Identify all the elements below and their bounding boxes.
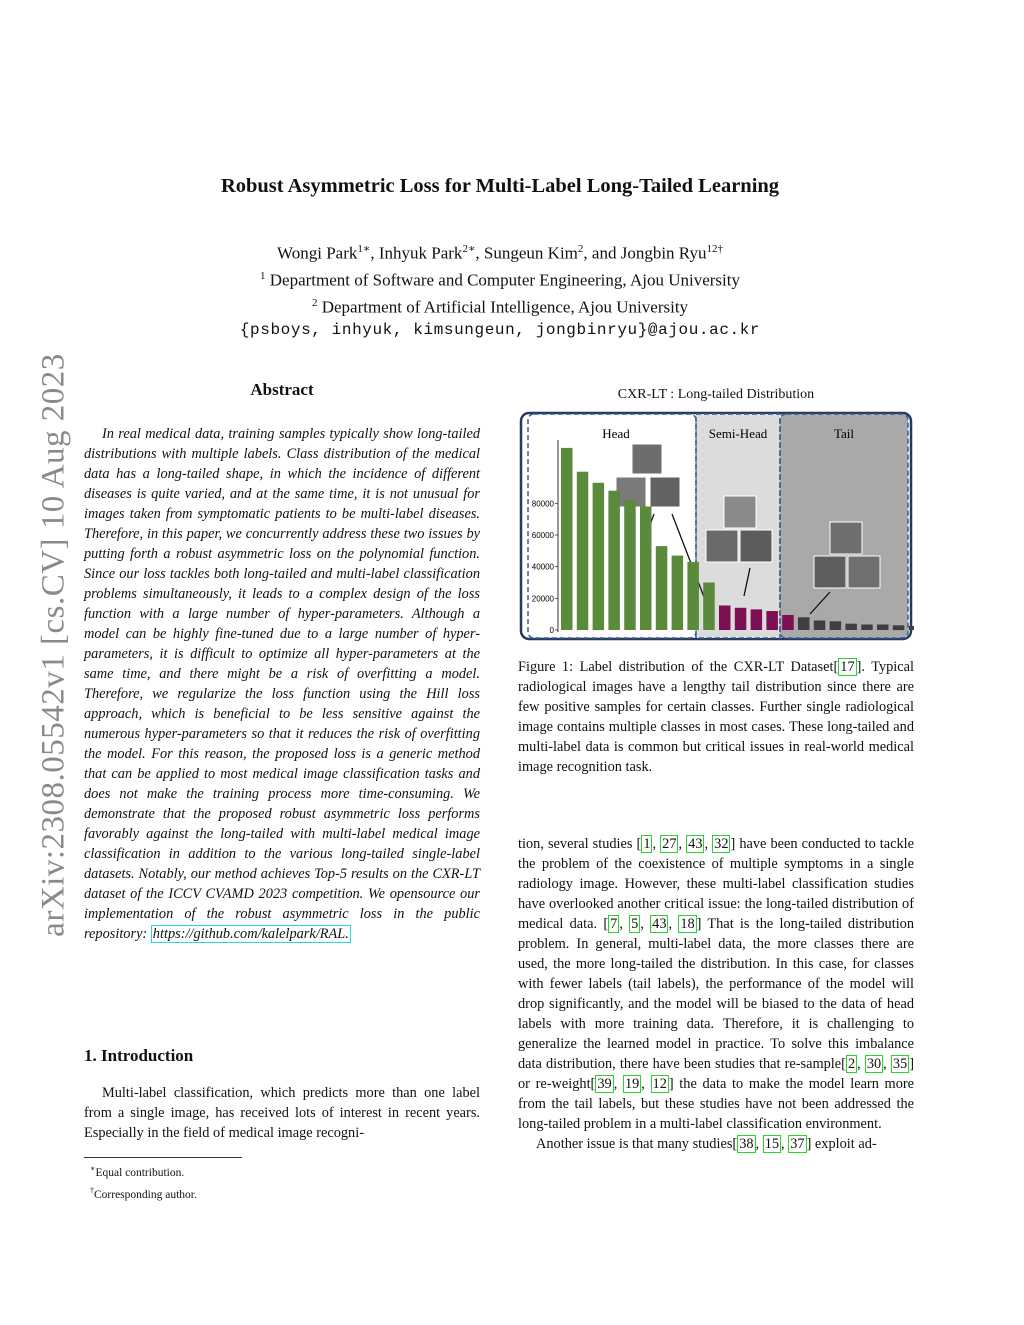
citation-link[interactable]: 27 xyxy=(662,836,677,852)
paragraph-text: , xyxy=(781,1136,789,1152)
citation-link[interactable]: 12 xyxy=(652,1076,667,1092)
paragraph-text: ] That is the long-tailed distribution problem. In general, multi-label data, the more classes there are used, the more long-tailed the distribution. In this case, for classes with fewer labels (tail labels), the performance of the model will drop significantly, and the model will be biased to the data of head labels with more training data. Therefore, it is challenging to generalize the learned model in practice. To solve this imbalance data distribution, there have been studies that re-sample[ xyxy=(518,916,915,1072)
body-paragraph xyxy=(518,1134,914,1154)
citation-link[interactable]: 39 xyxy=(597,1076,612,1092)
bar-tail-6 xyxy=(877,625,889,631)
author-emails: {psboys, inhyuk, kimsungeun, jongbinryu}@ajou.ac.kr xyxy=(239,321,761,340)
citation-link[interactable]: 18 xyxy=(680,916,695,932)
region-label-semi-head: Semi-Head xyxy=(708,426,768,441)
paragraph-text: , xyxy=(640,916,651,932)
footnote-equal-contribution xyxy=(90,1160,197,1182)
bar-tail-2 xyxy=(814,621,826,631)
introduction-paragraph: Multi-label classification, which predicts more than one label from a single image, has received lots of interest in recent years. Especially in the field of medical image recogni- xyxy=(84,1085,480,1141)
paper-title: Robust Asymmetric Loss for Multi-Label Long-Tailed Learning xyxy=(220,175,780,197)
region-label-tail: Tail xyxy=(833,426,855,441)
footnote-mark: † xyxy=(90,1185,94,1195)
bar-semi-head-4 xyxy=(766,611,778,630)
affiliation-text: Department of Artificial Intelligence, Ajou University xyxy=(317,297,689,317)
bar-tail-1 xyxy=(798,617,810,630)
paragraph-text: , xyxy=(883,1056,891,1072)
bar-head-5 xyxy=(624,500,636,630)
footnote-divider xyxy=(84,1157,242,1158)
author-name: Jongbin Ryu xyxy=(620,243,707,263)
citation-link[interactable]: 2 xyxy=(847,1056,856,1072)
bar-head-8 xyxy=(672,556,684,630)
bar-head-1 xyxy=(561,448,573,630)
footnote-text: Equal contribution. xyxy=(95,1166,185,1179)
paragraph-text: ] exploit ad- xyxy=(806,1136,877,1152)
bar-semi-head-3 xyxy=(751,609,763,630)
bar-head-4 xyxy=(608,491,620,630)
y-tick-label: 80000 xyxy=(531,499,554,509)
xray-thumbnail xyxy=(740,530,772,562)
paragraph-text: Another issue is that many studies[ xyxy=(536,1136,738,1152)
author-name: Sungeun Kim xyxy=(483,243,578,263)
footnote-mark: ∗ xyxy=(90,1164,96,1173)
author-name: Inhyuk Park xyxy=(378,243,463,263)
figure-caption xyxy=(518,657,914,777)
repository-link[interactable]: https://github.com/kalelpark/RAL. xyxy=(152,926,349,942)
paragraph-text: , xyxy=(641,1076,651,1092)
paragraph-text: tion, several studies [ xyxy=(518,836,642,852)
xray-thumbnail xyxy=(848,556,880,588)
arxiv-identifier: arXiv:2308.05542v1 [cs.CV] 10 Aug 2023 xyxy=(35,353,72,937)
bar-semi-head-5 xyxy=(782,615,794,630)
bar-head-10 xyxy=(703,583,715,631)
paragraph-text: , xyxy=(755,1136,763,1152)
author-mark: 1∗ xyxy=(357,243,371,255)
xray-thumbnail xyxy=(830,522,862,554)
affiliation-2 xyxy=(0,292,1000,319)
citation-link[interactable]: 5 xyxy=(631,916,639,932)
bar-tail-8 xyxy=(909,626,914,630)
citation-link[interactable]: 37 xyxy=(790,1136,805,1152)
paragraph-text: , xyxy=(857,1056,865,1072)
affiliation-mark: 2 xyxy=(311,297,318,310)
author-name: Wongi Park xyxy=(277,243,358,263)
paragraph-text: ] have been conducted to tackle the problem of the coexistence of multiple symptoms in a single radiology image. However, these multi-label classification studies have overlooked another critical issue: the long-tailed distribution of medical data. [ xyxy=(518,836,915,932)
y-tick-label: 0 xyxy=(549,626,554,635)
xray-thumbnail xyxy=(632,444,662,474)
section-heading-introduction: 1. Introduction xyxy=(84,1046,194,1065)
citation-link[interactable]: 43 xyxy=(688,836,703,852)
paragraph-text: ] or re-weight[ xyxy=(518,1056,914,1092)
caption-text: ]. Typical radiological images have a lengthy tail distribution since there are few positive samples for certain classes. Further single radiological image contains multiple classes in most cases. These long-tailed and multi-label data is common but critical issues in real-world medical image recognition task. xyxy=(518,659,915,775)
footnote-corresponding-author xyxy=(90,1182,197,1204)
affiliation-1 xyxy=(0,265,1000,292)
bar-head-2 xyxy=(577,472,589,630)
xray-thumbnail xyxy=(650,477,680,507)
author-block xyxy=(0,238,1000,342)
paragraph-text: ] the data to make the model learn more from the tail labels, but these studies have not been addressed the long-tailed problem in a multi-label classification environment. xyxy=(518,1076,915,1132)
citation-link[interactable]: 38 xyxy=(739,1136,754,1152)
region-label-head: Head xyxy=(602,426,630,441)
author-separator: , xyxy=(370,243,379,263)
citation-link[interactable]: 30 xyxy=(866,1056,882,1072)
paragraph-text: , xyxy=(613,1076,623,1092)
bar-semi-head-1 xyxy=(719,606,731,631)
abstract-body xyxy=(84,424,480,944)
citation-link[interactable]: 17 xyxy=(840,659,855,675)
citation-link[interactable]: 15 xyxy=(764,1136,780,1152)
y-tick-label: 40000 xyxy=(531,562,554,572)
abstract-text: In real medical data, training samples typically show long-tailed distributions with multiple labels. Class distribution of the medical data has a long-tailed shape, in which the incidence of different diseases is quite varied, and at the same time, it is not unusual for images taken from symptomatic patients to be multi-label diseases. Therefore, in this paper, we concurrently address these two issues by putting forth a robust asymmetric loss on the polynomial function. Since our loss tackles both long-tailed and multi-label classification problems simultaneously, it leads to a complex design of the loss function with a large number of hyper-parameters. Although a model can be highly fine-tuned due to a large number of hyper-parameters, it is difficult to optimize all hyper-parameters at the same time, and there might be a risk of overfitting a model. Therefore, we regularize the loss function using the Hill loss approach, which is beneficial to be less sensitive against the numerous hyper-parameters so that it reduces the risk of overfitting the model. For this reason, the proposed loss is a generic method that can be applied to most medical image classification tasks and does not make the training process more time-consuming. We demonstrate that the proposed robust asymmetric loss performs favorably against the long-tailed with multi-label medical image classification in addition to the various long-tailed single-label datasets. Notably, our method achieves Top-5 results on the CXR-LT dataset of the ICCV CVAMD 2023 competition. We opensource our implementation of the robust asymmetric loss in the public repository: xyxy=(84,426,480,942)
author-names xyxy=(0,238,1000,265)
author-separator: , and xyxy=(583,243,621,263)
bar-tail-4 xyxy=(845,624,857,630)
bar-tail-5 xyxy=(861,625,873,631)
author-separator: , xyxy=(475,243,484,263)
bar-tail-3 xyxy=(830,621,842,630)
author-mark: 2∗ xyxy=(462,243,476,255)
author-mark: 2 xyxy=(577,243,584,255)
y-tick-label: 60000 xyxy=(531,531,554,540)
paragraph-text: , xyxy=(704,836,713,852)
citation-link[interactable]: 35 xyxy=(892,1056,908,1072)
bar-semi-head-2 xyxy=(735,608,747,630)
xray-thumbnail xyxy=(706,530,738,562)
bar-head-3 xyxy=(593,483,605,630)
author-mark: 12† xyxy=(706,243,723,255)
footnote-text: Corresponding author. xyxy=(94,1188,197,1201)
abstract-heading: Abstract xyxy=(250,380,314,399)
paragraph-text: , xyxy=(619,916,630,932)
citation-link[interactable]: 1 xyxy=(643,836,651,852)
caption-text: Figure 1: Label distribution of the CXR-LT Dataset[ xyxy=(518,659,839,675)
body-paragraph xyxy=(518,834,914,1134)
affiliation-mark: 1 xyxy=(260,270,266,283)
bar-tail-7 xyxy=(893,625,905,630)
footnotes xyxy=(90,1160,197,1204)
xray-thumbnail xyxy=(724,496,756,528)
y-tick-label: 20000 xyxy=(531,594,554,604)
citation-link[interactable]: 19 xyxy=(624,1076,640,1092)
bar-head-7 xyxy=(656,546,668,630)
citation-link[interactable]: 32 xyxy=(714,836,729,852)
citation-link[interactable]: 7 xyxy=(610,916,618,932)
xray-thumbnail xyxy=(814,556,846,588)
paragraph-text: , xyxy=(652,836,661,852)
citation-link[interactable]: 43 xyxy=(652,916,667,932)
bar-head-6 xyxy=(640,507,652,631)
affiliation-text: Department of Software and Computer Engineering, Ajou University xyxy=(265,270,740,290)
figure-title: CXR-LT : Long-tailed Distribution xyxy=(617,387,815,402)
paragraph-text: , xyxy=(678,836,687,852)
paragraph-text: , xyxy=(668,916,679,932)
right-column-text xyxy=(518,834,914,1154)
long-tail-bar-chart xyxy=(518,410,914,642)
bar-head-9 xyxy=(687,562,699,630)
